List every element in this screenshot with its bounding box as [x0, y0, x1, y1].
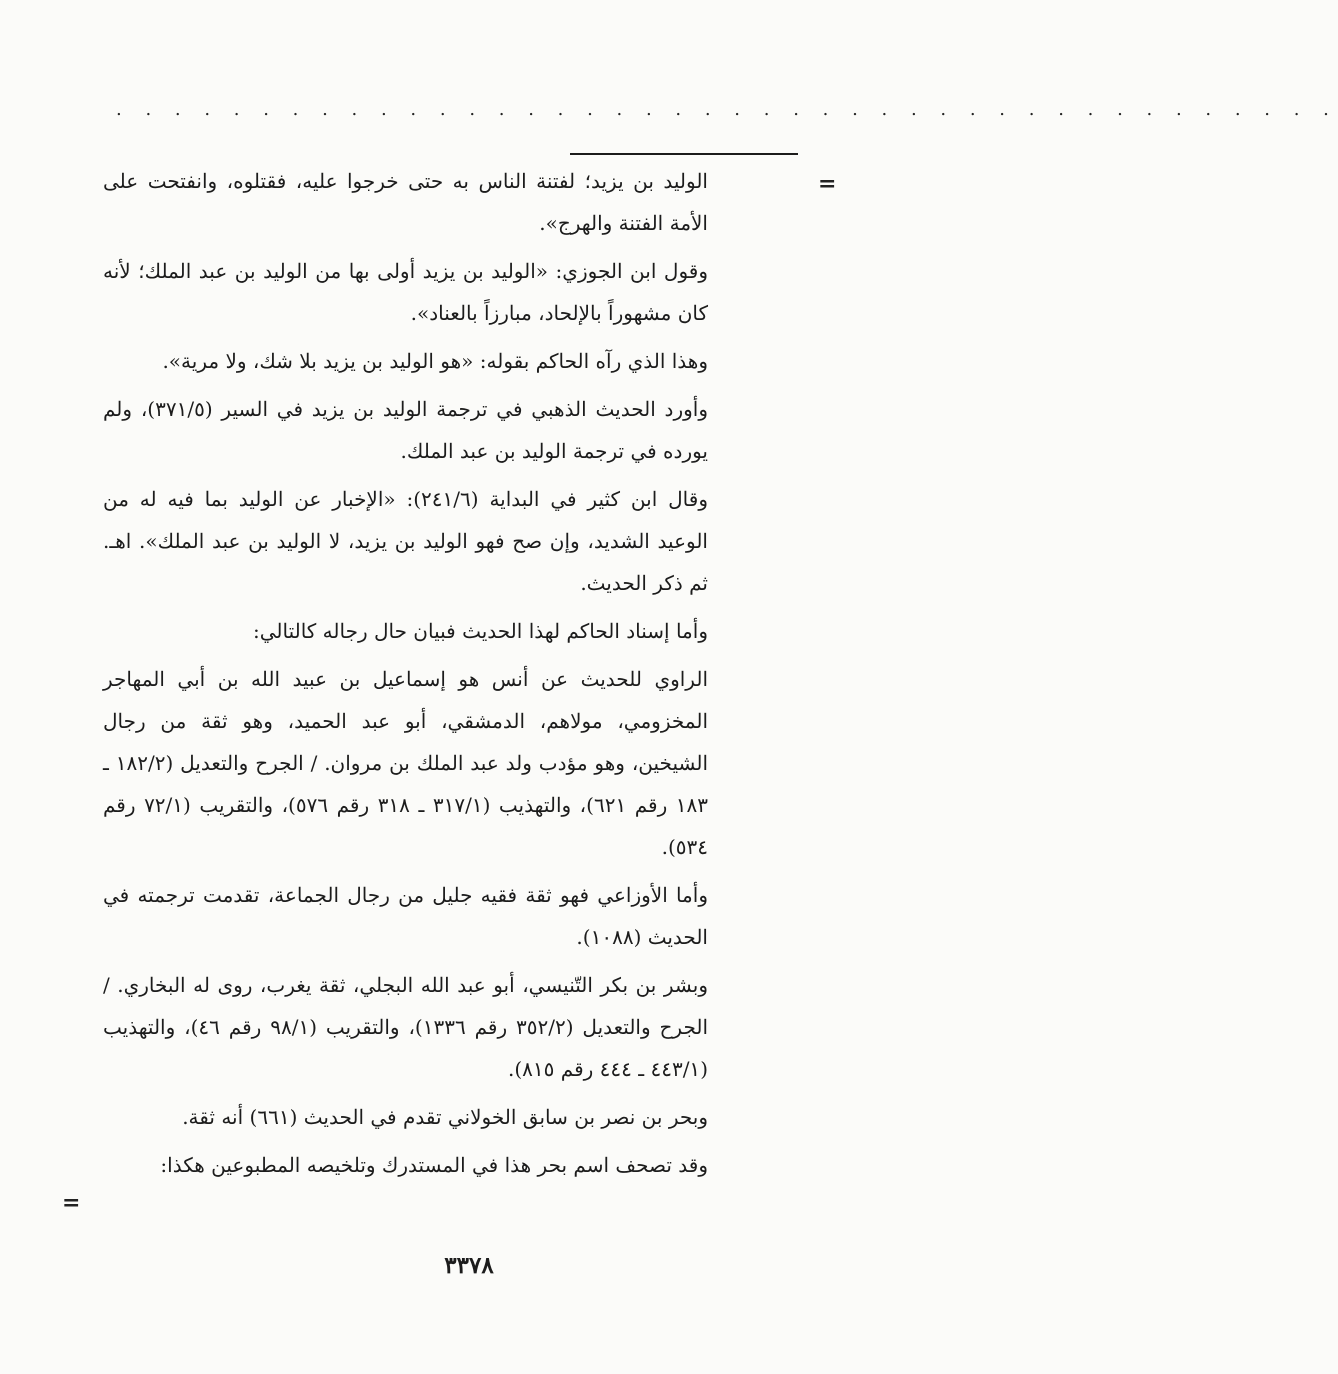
paragraph-9: وبشر بن بكر التّنيسي، أبو عبد الله البجلي، ثقة يغرب، روى له البخاري. / الجرح والتعديل (٣٥٢/٢ رقم ١٣٣٦)، والتقريب (٩٨/١ رقم ٤٦)، والتهذيب (٤٤٣/١ ـ ٤٤٤ رقم ٨١٥).	[103, 973, 709, 1081]
page-number: ٣٣٧٨	[444, 1252, 494, 1279]
footnote-rule	[570, 153, 798, 155]
paragraph-8: وأما الأوزاعي فهو ثقة فقيه جليل من رجال الجماعة، تقدمت ترجمته في الحديث (١٠٨٨).	[103, 883, 708, 949]
continuation-mark-top: =	[818, 171, 837, 197]
footnote-body	[103, 160, 708, 1200]
paragraph-6: وأما إسناد الحاكم لهذا الحديث فبيان حال رجاله كالتالي:	[252, 619, 708, 643]
paragraph-11: وقد تصحف اسم بحر هذا في المستدرك وتلخيصه المطبوعين هكذا:	[160, 1153, 708, 1177]
paragraph-3: وهذا الذي رآه الحاكم بقوله: «هو الوليد بن يزيد بلا شك، ولا مرية».	[162, 349, 708, 373]
paragraph-4: وأورد الحديث الذهبي في ترجمة الوليد بن يزيد في السير (٣٧١/٥)، ولم يورده في ترجمة الوليد بن عبد الملك.	[103, 397, 708, 463]
dotted-separator: . . . . . . . . . . . . . . . . . . . . . . . . . . . . . . . . . . . . . . . . . .	[116, 99, 1338, 120]
paragraph-10: وبحر بن نصر بن سابق الخولاني تقدم في الحديث (٦٦١) أنه ثقة.	[182, 1105, 708, 1129]
paragraph-1: الوليد بن يزيد؛ لفتنة الناس به حتى خرجوا عليه، فقتلوه، وانفتحت على الأمة الفتنة والهرج».	[103, 169, 708, 235]
continuation-mark-bottom: =	[62, 1190, 81, 1216]
paragraph-2: وقول ابن الجوزي: «الوليد بن يزيد أولى بها من الوليد بن عبد الملك؛ لأنه كان مشهوراً بالإلحاد، مبارزاً بالعناد».	[103, 259, 708, 325]
paragraph-5: وقال ابن كثير في البداية (٢٤١/٦): «الإخبار عن الوليد بما فيه له من الوعيد الشديد، وإن صح فهو الوليد بن يزيد، لا الوليد بن عبد الملك». اهـ. ثم ذكر الحديث.	[103, 487, 708, 595]
paragraph-7: الراوي للحديث عن أنس هو إسماعيل بن عبيد الله بن أبي المهاجر المخزومي، مولاهم، الدمشقي، أبو عبد الحميد، وهو ثقة من رجال الشيخين، وهو مؤدب ولد عبد الملك بن مروان. / الجرح والتعديل (١٨٢/٢ ـ ١٨٣ رقم ٦٢١)، والتهذيب (٣١٧/١ ـ ٣١٨ رقم ٥٧٦)، والتقريب (٧٢/١ رقم ٥٣٤).	[103, 667, 709, 859]
